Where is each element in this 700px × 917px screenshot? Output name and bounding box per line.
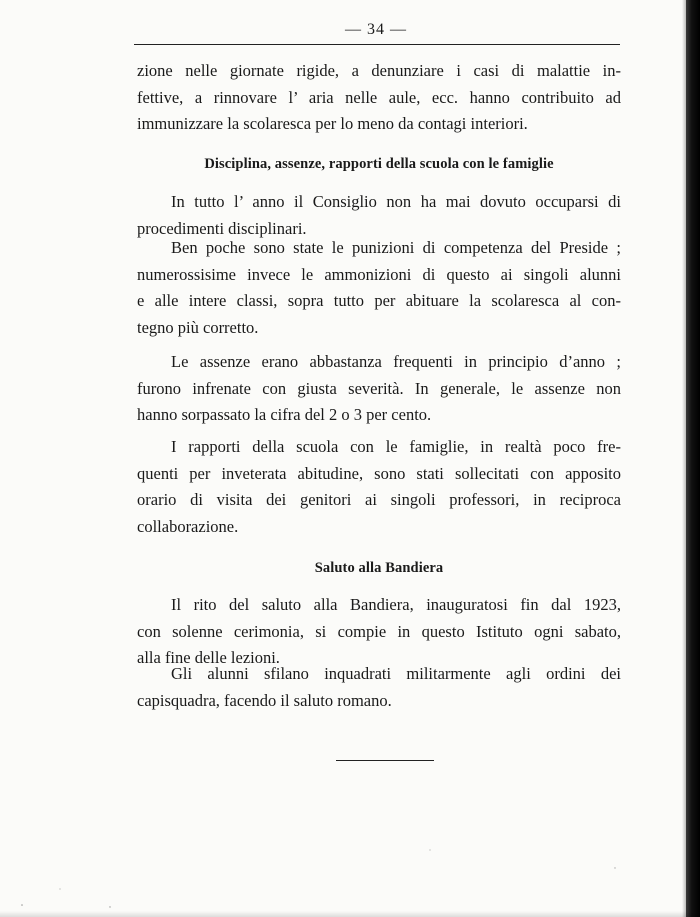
text-line: collaborazione.: [137, 516, 239, 536]
text-line: procedimenti disciplinari.: [137, 218, 307, 238]
text-line: zione nelle giornate rigide, a denunziare i casi di malattie in-: [137, 61, 621, 80]
text-line: numerossisime invece le ammonizioni di questo ai singoli alunni: [137, 264, 621, 284]
text-line: capisquadra, facendo il saluto romano.: [137, 690, 392, 710]
text-line: Le assenze erano abbastanza frequenti in principio d’anno ;: [171, 352, 621, 371]
text-line: con solenne cerimonia, si compie in questo Istituto ogni sabato,: [137, 621, 621, 641]
page-number: — 34 —: [345, 21, 407, 38]
text-line: hanno sorpassato la cifra del 2 o 3 per cento.: [137, 405, 432, 424]
text-line: orario di visita dei genitori ai singoli professori, in reciproca: [137, 490, 621, 509]
text-line: Ben poche sono state le punizioni di competenza del Preside ;: [171, 238, 621, 257]
text-line: e alle intere classi, sopra tutto per abituare la scolaresca al con-: [137, 291, 621, 310]
text-line: tegno più corretto.: [137, 317, 259, 337]
text-line: immunizzare la scolaresca per lo meno da contagi interiori.: [137, 114, 528, 133]
text-line: alla fine delle lezioni.: [137, 648, 280, 667]
text-line: Gli alunni sfilano inquadrati militarmente agli ordini dei: [171, 664, 621, 683]
text-line: furono infrenate con giusta severità. In generale, le assenze non: [137, 378, 621, 398]
text-line: I rapporti della scuola con le famiglie, in realtà poco fre-: [171, 437, 621, 456]
section-heading-flag: Saluto alla Bandiera: [314, 560, 444, 576]
text-line: quenti per inveterata abitudine, sono stati sollecitati con apposito: [137, 463, 621, 483]
text-line: In tutto l’ anno il Consiglio non ha mai dovuto occuparsi di: [171, 192, 621, 211]
text-line: fettive, a rinnovare l’ aria nelle aule, ecc. hanno contribuito ad: [137, 87, 621, 107]
section-heading-discipline: Disciplina, assenze, rapporti della scuola con le famiglie: [204, 156, 554, 172]
text-line: Il rito del saluto alla Bandiera, inauguratosi fin dal 1923,: [171, 595, 621, 614]
